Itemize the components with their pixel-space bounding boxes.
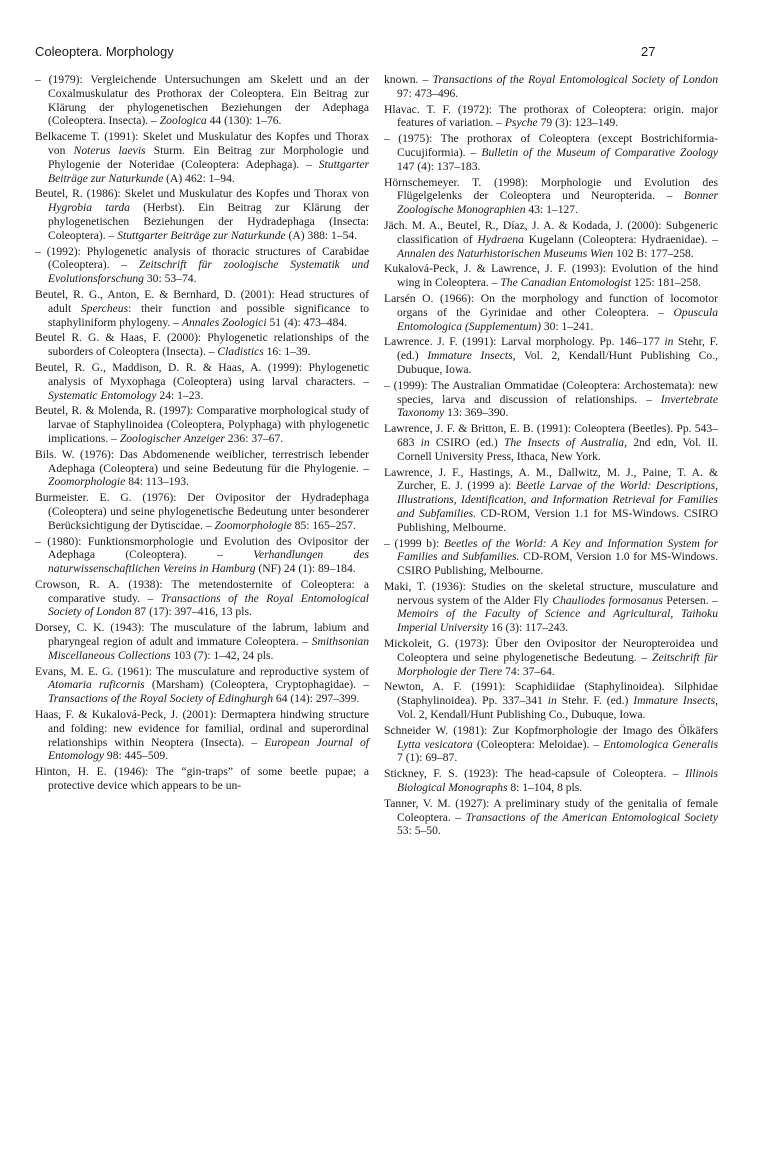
reference-text: 8: 1–104, 8 pls. — [507, 781, 583, 795]
reference-italic-text: Bulletin of the Museum of Comparative Zoology — [481, 145, 719, 159]
reference-text: Beutel, R. & Molenda, R. (1997): Comparative morphological study of larvae of Staphylinoidea (Coleoptera, Polyphaga) with phylogenetic implications. – — [35, 404, 369, 445]
page-number: 27 — [641, 44, 656, 59]
reference-text: Beutel, R. G., Anton, E. & Bernhard, D. (2001): Head structures of adult — [35, 287, 369, 315]
reference-text: 30: 1–241. — [540, 319, 594, 333]
reference-italic-text: Invertebrate Taxonomy — [397, 392, 718, 420]
reference-italic-text: Annales Zoologici — [181, 315, 267, 329]
reference-column-left — [35, 73, 369, 795]
reference-entry — [384, 132, 718, 173]
reference-italic-text: Zoologica — [159, 114, 207, 128]
running-head: Coleoptera. Morphology — [35, 44, 174, 59]
reference-text: known. – — [384, 73, 433, 86]
reference-text: , Vol. 2, Kendall/Hunt Publishing Co., Dubuque, Iowa. — [397, 349, 718, 376]
reference-italic-text: Zeitschrift für Morphologie der Tiere — [397, 650, 718, 678]
reference-text: Newton, A. F. (1991): Scaphidiidae (Staphylinoidea). Silphidae (Staphylinoidea). Pp. 337–341 — [384, 680, 718, 708]
reference-entry — [35, 665, 369, 706]
reference-italic-text: Immature Insects — [427, 349, 513, 363]
reference-text: 85: 165–257. — [291, 518, 356, 532]
reference-text: CD-ROM, Version 1.0 for MS-Windows. CSIRO Publishing, Melbourne. — [397, 550, 718, 578]
reference-italic-text: Zoomorphologie — [214, 518, 292, 532]
reference-italic-text: Spercheus — [80, 301, 129, 315]
reference-entry — [35, 708, 369, 763]
reference-text: (NF) 24 (1): 89–184. — [255, 562, 356, 576]
reference-entry — [384, 680, 718, 721]
reference-italic-text: Beetle Larvae of the World: Descriptions, Illustrations, Identification, and Information Retrieval for Families and Subfamilies. — [397, 479, 718, 520]
reference-italic-text: Illinois Biological Monographs — [397, 767, 718, 795]
reference-italic-text: Zoologischer Anzeiger — [119, 431, 225, 445]
reference-text: Crowson, R. A. (1938): The metendosternite of Coleoptera: a comparative study. – — [35, 577, 369, 605]
reference-text: 74: 37–64. — [502, 664, 555, 678]
reference-text: Jäch. M. A., Beutel, R., Díaz, J. A. & Kodada, J. (2000): Subgeneric classification of — [384, 218, 718, 246]
reference-text: 7 (1): 69–87. — [397, 751, 458, 765]
reference-italic-text: The Insects of Australia — [503, 435, 625, 449]
reference-text: 53: 5–50. — [397, 824, 441, 838]
page-header — [35, 44, 655, 64]
reference-entry — [35, 288, 369, 329]
reference-text: – (1992): Phylogenetic analysis of thoracic structures of Carabidae (Coleoptera). – — [35, 244, 369, 272]
reference-italic-text: Opuscula Entomologica (Supplementum) — [397, 305, 718, 333]
reference-entry — [384, 335, 718, 376]
reference-italic-text: European Journal of Entomology — [48, 735, 369, 763]
reference-column-right — [384, 73, 718, 840]
reference-text: Maki, T. (1936): Studies on the skeletal structure, musculature and nervous system of the Alder Fly — [384, 579, 718, 607]
reference-text: 51 (4): 473–484. — [266, 315, 348, 329]
reference-text: , 2nd edn, Vol. II. Cornell University Press, Ithaca, New York. — [397, 435, 719, 463]
reference-italic-text: Chauliodes formosanus — [552, 593, 663, 607]
reference-entry — [384, 262, 718, 290]
reference-text: : their function and possible significance to staphyliniform phylogeny. – — [48, 301, 369, 329]
reference-text: – (1980): Funktionsmorphologie und Evolution des Ovipositor der Adephaga (Coleoptera). – — [35, 534, 369, 562]
reference-text: 24: 1–23. — [156, 388, 204, 402]
reference-entry — [35, 765, 369, 793]
reference-text: Hinton, H. E. (1946): The “gin-traps” of some beetle pupae; a protective device which appears to be un- — [35, 765, 369, 793]
reference-italic-text: Smithsonian Miscellaneous Collections — [48, 635, 369, 662]
reference-entry — [384, 466, 718, 535]
reference-text: Mickoleit, G. (1973): Über den Ovipositor der Neuropteroidea und Coleoptera und seine phylogenetische Bedeutung. – — [384, 637, 718, 664]
reference-text: Sturm. Ein Beitrag zur Morphologie und Phylogenie der Noteridae (Coleoptera: Adephaga). – — [48, 143, 369, 171]
reference-text: Beutel R. G. & Haas, F. (2000): Phylogenetic relationships of the suborders of Coleoptera (Insecta). – — [35, 331, 369, 359]
reference-text: 97: 473–496. — [397, 86, 459, 100]
reference-italic-text: Transactions of the Royal Entomological Society of London — [432, 73, 718, 86]
reference-text: Kugelann (Coleoptera: Hydraenidae). – — [523, 232, 718, 246]
reference-text: Schneider W. (1981): Zur Kopfmorphologie der Imago des Ölkäfers — [384, 723, 718, 737]
reference-text: 103 (7): 1–42, 24 pls. — [170, 648, 274, 662]
reference-italic-text: Transactions of the Royal Society of Edinghurgh — [48, 692, 273, 706]
reference-text: – (1975): The prothorax of Coleoptera (except Bostrichiformia-Cucujiformia). – — [384, 132, 718, 159]
reference-entry — [35, 331, 369, 359]
reference-text: Bils. W. (1976): Das Abdomenende weiblicher, terrestrisch lebender Adephaga (Coleoptera) und seine Bedeutung für die Phylogenie. – — [35, 447, 369, 475]
reference-italic-text: in — [664, 335, 674, 349]
reference-text: 236: 37–67. — [224, 431, 284, 445]
reference-text: Dorsey, C. K. (1943): The musculature of the labrum, labium and pharyngeal region of adult and immature Coleoptera. – — [35, 621, 369, 649]
reference-entry — [35, 491, 369, 532]
reference-text: Hlavac. T. F. (1972): The prothorax of Coleoptera: origin. major features of variation. – — [384, 102, 718, 130]
reference-text: Beutel, R. (1986): Skelet und Muskulatur des Kopfes und Thorax von — [35, 187, 369, 201]
reference-italic-text: Hygrobia tarda — [48, 201, 130, 215]
reference-italic-text: Systematic Entomology — [48, 388, 157, 402]
reference-italic-text: in — [547, 694, 557, 708]
reference-entry — [384, 73, 718, 101]
reference-text: Lawrence, J. F. & Britton, E. B. (1991): Coleoptera (Beetles). Pp. 543–683 — [384, 422, 718, 449]
reference-entry — [384, 724, 718, 765]
reference-italic-text: Lytta vesicatora — [397, 737, 473, 751]
reference-text: 87 (17): 397–416, 13 pls. — [131, 605, 252, 619]
reference-text: 16: 1–39. — [263, 345, 311, 359]
reference-italic-text: Hydraena — [477, 232, 524, 246]
reference-italic-text: Cladistics — [217, 345, 264, 359]
reference-italic-text: Bonner Zoologische Monographien — [397, 189, 718, 217]
reference-italic-text: Stuttgarter Beiträge zur Naturkunde — [117, 228, 286, 242]
reference-text: Stehr. F. (ed.) — [556, 694, 634, 708]
reference-entry — [384, 422, 718, 463]
reference-text: Evans, M. E. G. (1961): The musculature and reproductive system of — [35, 664, 369, 678]
reference-text: – (1999): The Australian Ommatidae (Coleoptera: Archostemata): new species, larva and discussion of relationships. – — [384, 378, 718, 406]
reference-text: Lawrence, J. F., Hastings, A. M., Dallwitz, M. J., Paine, T. A. & Zurcher, E. J. (1999 a): — [384, 465, 718, 493]
reference-italic-text: Zeitschrift für zoologische Systematik und Evolutionsforschung — [48, 258, 369, 286]
reference-entry — [35, 187, 369, 242]
reference-italic-text: Transactions of the American Entomological Society — [465, 810, 718, 824]
reference-entry — [384, 379, 718, 420]
reference-text: Stehr, F. (ed.) — [397, 335, 718, 363]
reference-entry — [384, 637, 718, 678]
reference-text: (A) 462: 1–94. — [163, 171, 235, 185]
reference-text: Beutel, R. G., Maddison, D. R. & Haas, A. (1999): Phylogenetic analysis of Myxophaga (Coleoptera) using larval characters. – — [35, 360, 369, 388]
reference-text: – (1979): Vergleichende Untersuchungen am Skelett und an der Coxalmuskulatur des Prothorax der Coleoptera. Ein Beitrag zur Klärung der phylogenetischen Beziehungen der Adephaga (Coleoptera. Insecta). – — [35, 73, 369, 128]
reference-text: , Vol. 2, Kendall/Hunt Publishing Co., Dubuque, Iowa. — [397, 694, 718, 722]
reference-text: 43: 1–127. — [525, 203, 578, 217]
reference-text: (A) 388: 1–54. — [285, 228, 358, 242]
reference-text: (Marsham) (Coleoptera, Cryptophagidae). – — [144, 678, 369, 692]
reference-italic-text: Psyche — [504, 116, 538, 130]
reference-italic-text: Beetles of the World: A Key and Information System for Families and Subfamilies. — [397, 536, 719, 564]
reference-text: Belkaceme T. (1991): Skelet und Muskulatur des Kopfes und Thorax von — [35, 130, 369, 157]
reference-text: 44 (130): 1–76. — [206, 114, 282, 128]
reference-text: Hörnschemeyer. T. (1998): Morphologie und Evolution des Flügelgelenks der Coleoptera und Neuropterida. – — [384, 175, 718, 203]
reference-entry — [35, 73, 369, 128]
reference-entry — [35, 578, 369, 619]
reference-text: (Coleoptera: Meloidae). – — [472, 737, 604, 751]
reference-text: 147 (4): 137–183. — [397, 159, 481, 173]
reference-entry — [35, 621, 369, 662]
reference-entry — [35, 535, 369, 576]
reference-italic-text: in — [420, 435, 430, 449]
reference-italic-text: Zoomorphologie — [48, 475, 126, 489]
reference-italic-text: Noterus laevis — [73, 143, 146, 157]
reference-entry — [384, 103, 718, 131]
reference-italic-text: Stuttgarter Beiträge zur Naturkunde — [48, 157, 369, 185]
reference-entry — [384, 176, 718, 217]
reference-text: 84: 113–193. — [125, 475, 189, 489]
reference-italic-text: Atomaria ruficornis — [48, 678, 145, 692]
reference-text: CSIRO (ed.) — [429, 435, 504, 449]
reference-text: (Herbst). Ein Beitrag zur Klärung der phylogenetischen Beziehungen der Hydradephaga (Insecta: Coleoptera). – — [48, 201, 369, 242]
reference-text: Petersen. – — [662, 593, 718, 607]
reference-entry — [384, 767, 718, 795]
reference-text: CD-ROM, Version 1.1 for MS-Windows. CSIRO Publishing, Melbourne. — [397, 506, 718, 534]
reference-entry — [384, 292, 718, 333]
reference-italic-text: Verhandlungen des naturwissenschaftlichen Vereins in Hamburg — [48, 548, 369, 576]
reference-text: 79 (3): 123–149. — [537, 116, 619, 130]
reference-text: Haas, F. & Kukalová-Peck, J. (2001): Dermaptera hindwing structure and folding: new evidence for familial, ordinal and superordinal relationships within Neoptera (Insecta). – — [35, 708, 369, 749]
reference-italic-text: Transactions of the Royal Entomological Society of London — [48, 591, 369, 619]
reference-entry — [384, 537, 718, 578]
reference-entry — [384, 219, 718, 260]
reference-entry — [35, 404, 369, 445]
reference-text: Lawrence. J. F. (1991): Larval morphology. Pp. 146–177 — [384, 335, 665, 349]
reference-text: 102 B: 177–258. — [613, 246, 694, 260]
reference-text: 30: 53–74. — [143, 272, 197, 286]
reference-text: 98: 445–509. — [104, 749, 169, 763]
reference-text: 13: 369–390. — [444, 406, 509, 420]
reference-italic-text: Immature Insects — [633, 694, 716, 708]
reference-text: Burmeister. E. G. (1976): Der Ovipositor der Hydradephaga (Coleoptera) und seine phylogenetische Bedeutung unter besonderer Berücksichtigung der Dytiscidae. – — [35, 491, 369, 532]
reference-text: 16 (3): 117–243. — [488, 621, 569, 635]
reference-entry — [384, 580, 718, 635]
reference-entry — [384, 797, 718, 838]
reference-italic-text: Entomologica Generalis — [603, 737, 718, 751]
reference-text: – (1999 b): — [384, 536, 444, 550]
reference-entry — [35, 245, 369, 286]
reference-entry — [35, 448, 369, 489]
reference-italic-text: The Canadian Entomologist — [500, 276, 632, 290]
reference-italic-text: Annalen des Naturhistorischen Museums Wien — [397, 246, 614, 260]
reference-text: Tanner, V. M. (1927): A preliminary study of the genitalia of female Coleoptera. – — [384, 796, 718, 824]
reference-entry — [35, 130, 369, 185]
reference-text: Stickney, F. S. (1923): The head-capsule of Coleoptera. – — [384, 767, 686, 781]
reference-text: Larsén O. (1966): On the morphology and function of locomotor organs of the Gyrinidae and other Coleoptera. – — [384, 291, 718, 319]
reference-text: 125: 181–258. — [631, 276, 702, 290]
reference-text: 64 (14): 297–399. — [273, 692, 360, 706]
reference-text: Kukalová-Peck, J. & Lawrence, J. F. (1993): Evolution of the hind wing in Coleoptera. – — [384, 262, 718, 290]
reference-entry — [35, 361, 369, 402]
reference-italic-text: Memoirs of the Faculty of Science and Agricultural, Taihoku Imperial University — [397, 607, 718, 635]
